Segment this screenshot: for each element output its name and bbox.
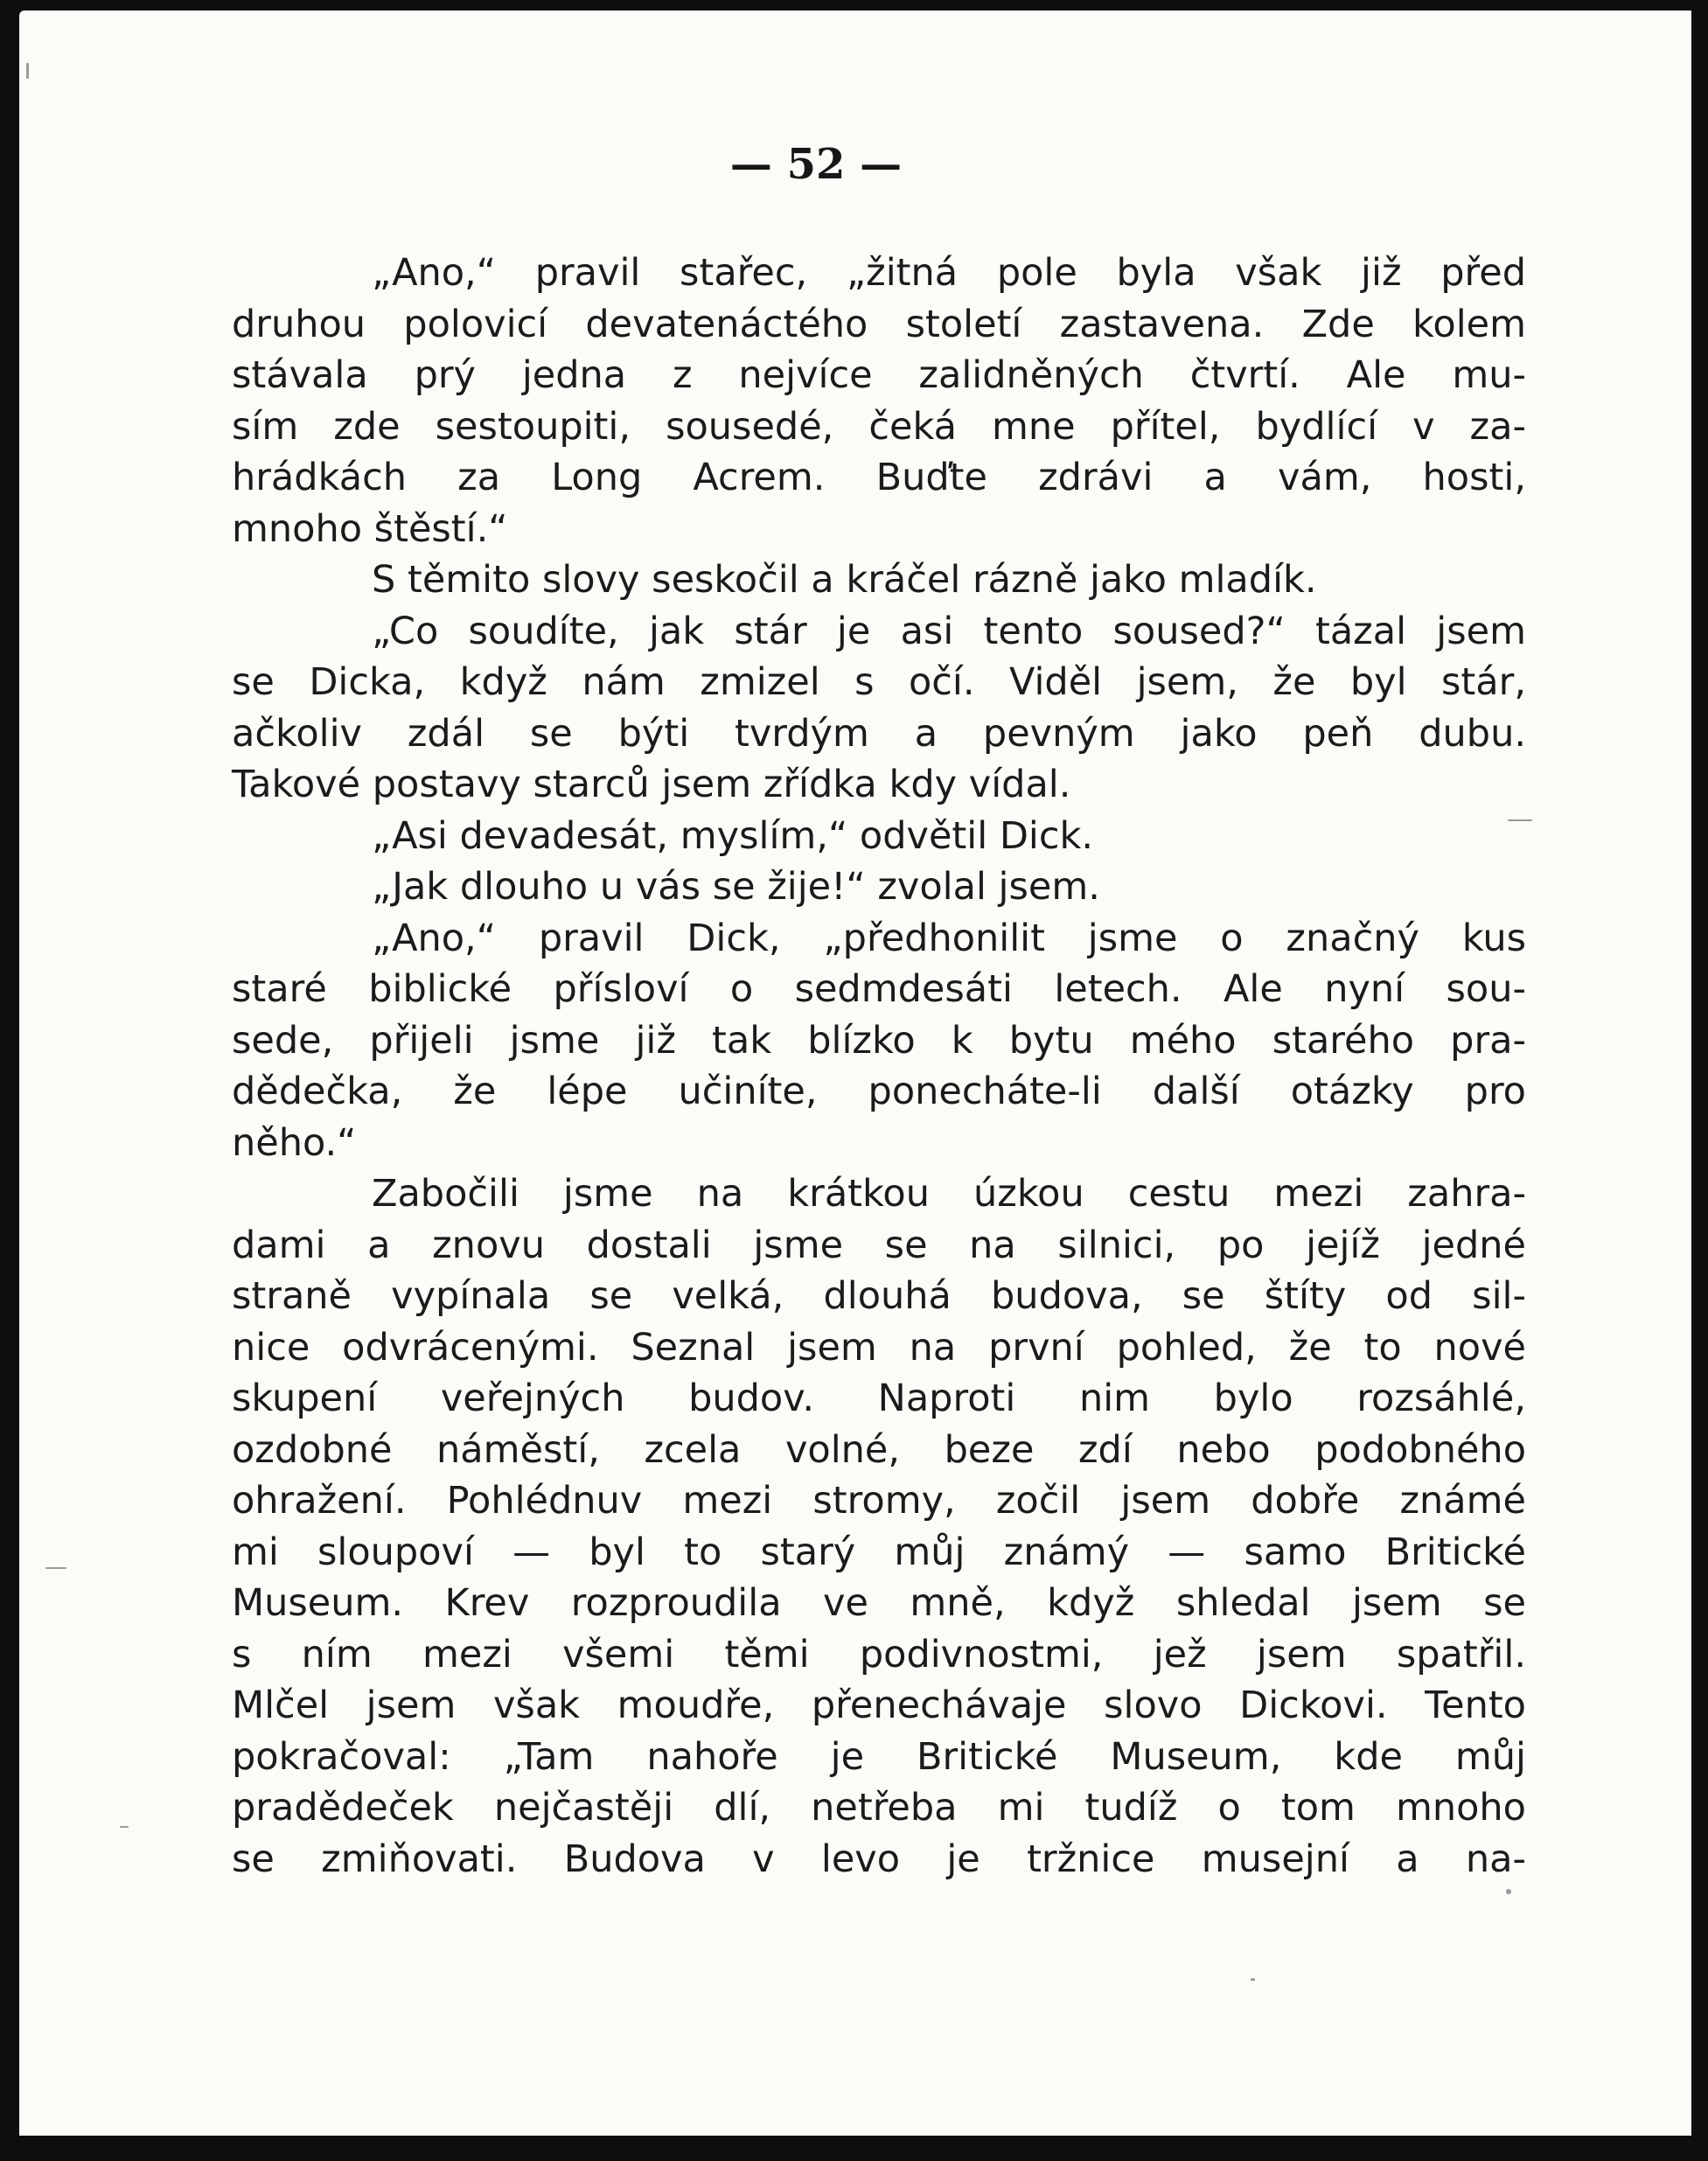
text-line: se Dicka, když nám zmizel s očí. Viděl jsem, že byl stár, (232, 660, 1526, 704)
text-line: mnoho štěstí.“ (232, 506, 508, 551)
text-line: staré biblické přísloví o sedmdesáti letech. Ale nyní sou- (232, 967, 1526, 1011)
scan-speck (45, 1567, 66, 1569)
scan-speck (26, 63, 29, 79)
text-line: S těmito slovy seskočil a kráčel rázně jako mladík. (372, 558, 1317, 602)
text-line: ohražení. Pohlédnuv mezi stromy, zočil jsem dobře známé (232, 1479, 1526, 1523)
text-line: sede, přijeli jsme již tak blízko k bytu mého starého pra- (232, 1018, 1526, 1063)
text-line: „Ano,“ pravil Dick, „předhonilit jsme o značný kus (372, 916, 1526, 960)
text-line: hrádkách za Long Acrem. Buďte zdrávi a vám, hosti, (232, 456, 1526, 499)
text-line: Zabočili jsme na krátkou úzkou cestu mezi zahra- (372, 1172, 1526, 1216)
text-line: Museum. Krev rozproudila ve mně, když shledal jsem se (232, 1581, 1526, 1625)
scan-speck (1251, 1978, 1255, 1981)
text-line: straně vypínala se velká, dlouhá budova, se štíty od sil- (232, 1274, 1526, 1318)
text-line: stávala prý jedna z nejvíce zalidněných čtvrtí. Ale mu- (232, 353, 1526, 397)
text-line: s ním mezi všemi těmi podivnostmi, jež jsem spatřil. (232, 1632, 1526, 1677)
text-line: nice odvrácenými. Seznal jsem na první pohled, že to nové (232, 1325, 1526, 1370)
text-line: druhou polovicí devatenáctého století zastavena. Zde kolem (232, 302, 1526, 346)
body-text (232, 247, 1526, 1885)
text-line: Mlčel jsem však moudře, přenechávaje slovo Dickovi. Tento (232, 1683, 1526, 1727)
text-line: dami a znovu dostali jsme se na silnici, po jejíž jedné (232, 1223, 1526, 1267)
scan-speck (1508, 819, 1532, 821)
text-line: ačkoliv zdál se býti tvrdým a pevným jako peň dubu. (232, 711, 1526, 756)
text-line: „Asi devadesát, myslím,“ odvětil Dick. (372, 813, 1094, 858)
text-line: „Ano,“ pravil stařec, „žitná pole byla však již před (372, 251, 1526, 295)
text-line: dědečka, že lépe učiníte, ponecháte-li další otázky pro (232, 1070, 1526, 1113)
text-line: ozdobné náměstí, zcela volné, beze zdí nebo podobného (232, 1427, 1526, 1472)
paper-sheet (19, 10, 1691, 2136)
page-number: — 52 — (729, 140, 903, 189)
scan-speck (120, 1826, 129, 1828)
text-line: „Co soudíte, jak stár je asi tento soused?“ tázal jsem (372, 609, 1526, 653)
text-line: Takové postavy starců jsem zřídka kdy vídal. (232, 763, 1071, 806)
text-line: pokračoval: „Tam nahoře je Britické Museum, kde můj (232, 1734, 1526, 1779)
text-line: mi sloupoví — byl to starý můj známý — samo Britické (232, 1530, 1526, 1574)
text-line: sím zde sestoupiti, sousedé, čeká mne přítel, bydlící v za- (232, 404, 1526, 449)
text-line: se zmiňovati. Budova v levo je tržnice musejní a na- (232, 1837, 1526, 1881)
text-line: „Jak dlouho u vás se žije!“ zvolal jsem. (372, 865, 1100, 909)
scan-speck (1506, 1889, 1511, 1894)
text-line: skupení veřejných budov. Naproti nim bylo rozsáhlé, (232, 1377, 1526, 1420)
text-line: pradědeček nejčastěji dlí, netřeba mi tudíž o tom mnoho (232, 1786, 1526, 1830)
text-line: něho.“ (232, 1120, 357, 1165)
